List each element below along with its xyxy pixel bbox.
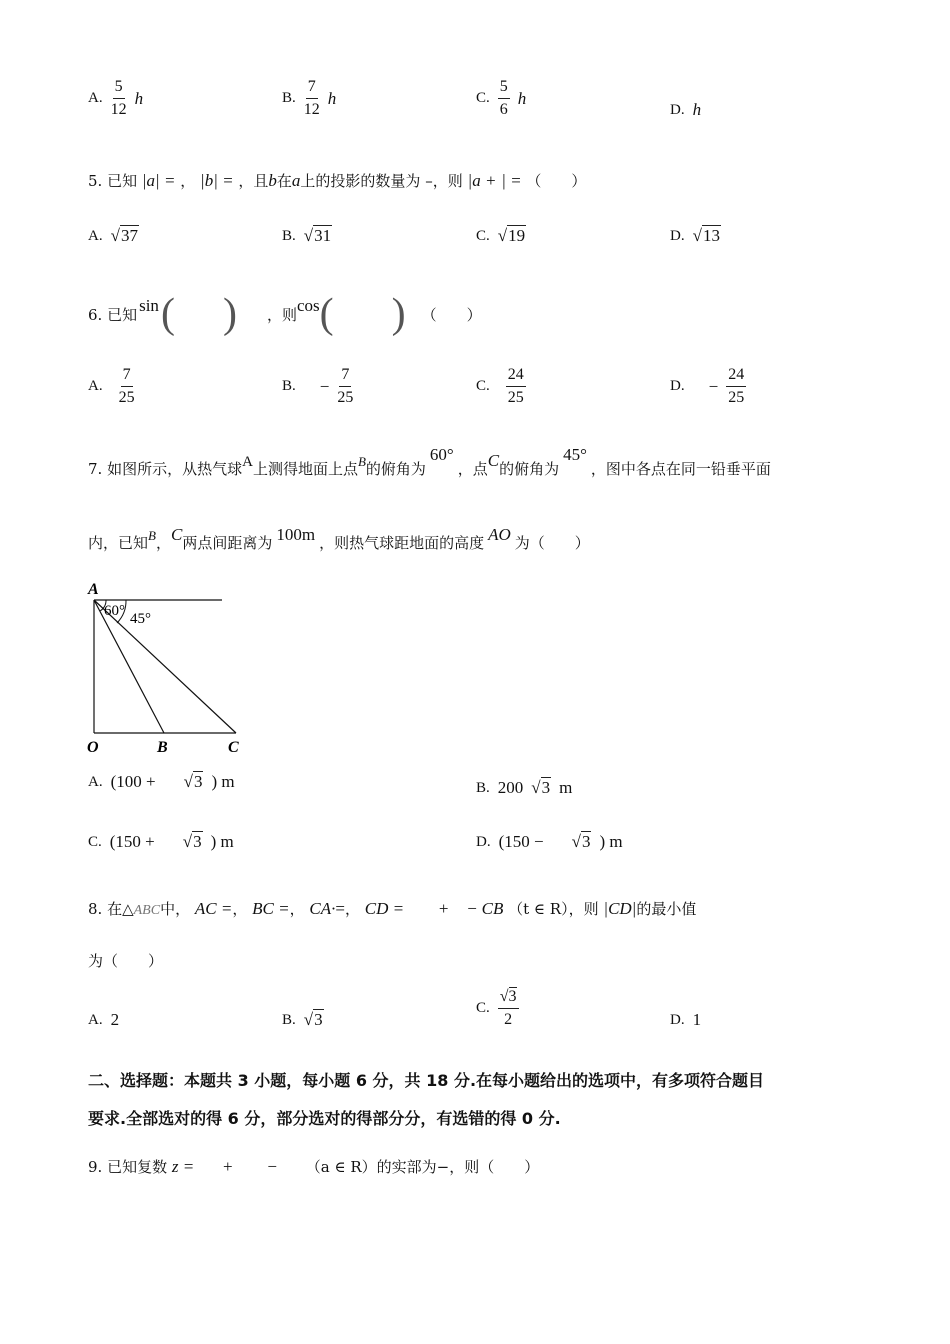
- q4-option-b: [282, 78, 336, 119]
- q4-option-c: [476, 78, 526, 119]
- label-C: C: [228, 739, 239, 756]
- fraction: $\frac{5}{6}$: [499, 78, 508, 118]
- variable: h: [134, 88, 144, 108]
- q4-option-a: [88, 78, 143, 119]
- sqrt: √31: [303, 226, 332, 245]
- label-B: B: [157, 739, 168, 756]
- q8-option-d: D. 1: [670, 1010, 702, 1029]
- section-2-heading-line2: 要求.全部选对的得 6 分，部分选对的得部分分，有选错的得 0 分.: [88, 1109, 561, 1128]
- q7-option-b: B. 200 √3 m: [476, 778, 573, 797]
- label-angle-60: 60°: [104, 603, 125, 619]
- sqrt: √37: [110, 226, 138, 245]
- option-label: A.: [88, 90, 103, 106]
- option-label: B.: [282, 90, 296, 106]
- q8-option-a: A. 2: [88, 1010, 120, 1029]
- label-angle-45: 45°: [130, 611, 151, 627]
- section-2-heading-line1: 二、选择题：本题共 3 小题，每小题 6 分，共 18 分.在每小题给出的选项中，有多项符合题目: [88, 1071, 765, 1090]
- q7-option-a: A. (100 + √3 ) m: [88, 772, 235, 791]
- variable: h: [692, 100, 702, 119]
- fraction: $\frac{5}{12}$: [110, 78, 127, 118]
- q5-option-b: B. √31: [282, 226, 332, 245]
- q8-option-c: C. $\frac{√3}{2}$: [476, 988, 517, 1028]
- q5-option-a: A. √37: [88, 226, 138, 245]
- q8-option-b: B. √3: [282, 1010, 323, 1029]
- segment-AB: [94, 600, 164, 733]
- q6-option-d: D. − $\frac{24}{25}$: [670, 366, 745, 406]
- label-O: O: [87, 739, 99, 756]
- q7-stem-line2: 内，已知B，C两点间距离为 100m ，则热气球距地面的高度 AO 为（ ）: [88, 525, 590, 552]
- q5-option-d: D. √13: [670, 226, 720, 245]
- sqrt: √19: [497, 226, 526, 245]
- fraction: $\frac{7}{12}$: [303, 78, 320, 118]
- q8-stem-line2: 为（ ）: [88, 952, 164, 970]
- q6-option-b: B. − $\frac{7}{25}$: [282, 366, 354, 406]
- segment-AC: [94, 600, 236, 733]
- q8-stem-line1: 8. 在△ABC中， AC =， BC =， CA·=， CD = + − CB （t ∈ R），则 |CD|的最小值: [88, 899, 697, 918]
- option-label: D.: [670, 101, 685, 118]
- q5-stem: 5. 已知 |a| = ， |b| = ，且b在a上的投影的数量为 –，则 |a + | = （ ）: [88, 171, 587, 190]
- option-label: C.: [476, 90, 490, 106]
- q4-option-d: [670, 100, 701, 120]
- variable: h: [327, 88, 337, 108]
- q9-stem: 9. 已知复数 z = + − （a ∈ R）的实部为−，则（ ）: [88, 1157, 540, 1176]
- label-A: A: [88, 581, 99, 598]
- q5-option-c: C. √19: [476, 226, 526, 245]
- q6-option-c: C. $\frac{24}{25}$: [476, 366, 524, 406]
- variable: h: [517, 88, 527, 108]
- q6-option-a: A. $\frac{7}{25}$: [88, 366, 135, 406]
- q7-option-c: C. (150 + √3 ) m: [88, 832, 234, 851]
- q7-stem-line1: 7. 如图所示，从热气球A上测得地面上点B的俯角为60°，点C的俯角为45°，图中各点在同一铅垂平面: [88, 445, 771, 478]
- sqrt: √13: [692, 226, 720, 245]
- q6-stem: 6. 已知 sin ( ) ，则 cos ( ) （ ）: [88, 291, 482, 337]
- q7-option-d: D. (150 − √3 ) m: [476, 832, 623, 851]
- balloon-figure: [84, 576, 264, 756]
